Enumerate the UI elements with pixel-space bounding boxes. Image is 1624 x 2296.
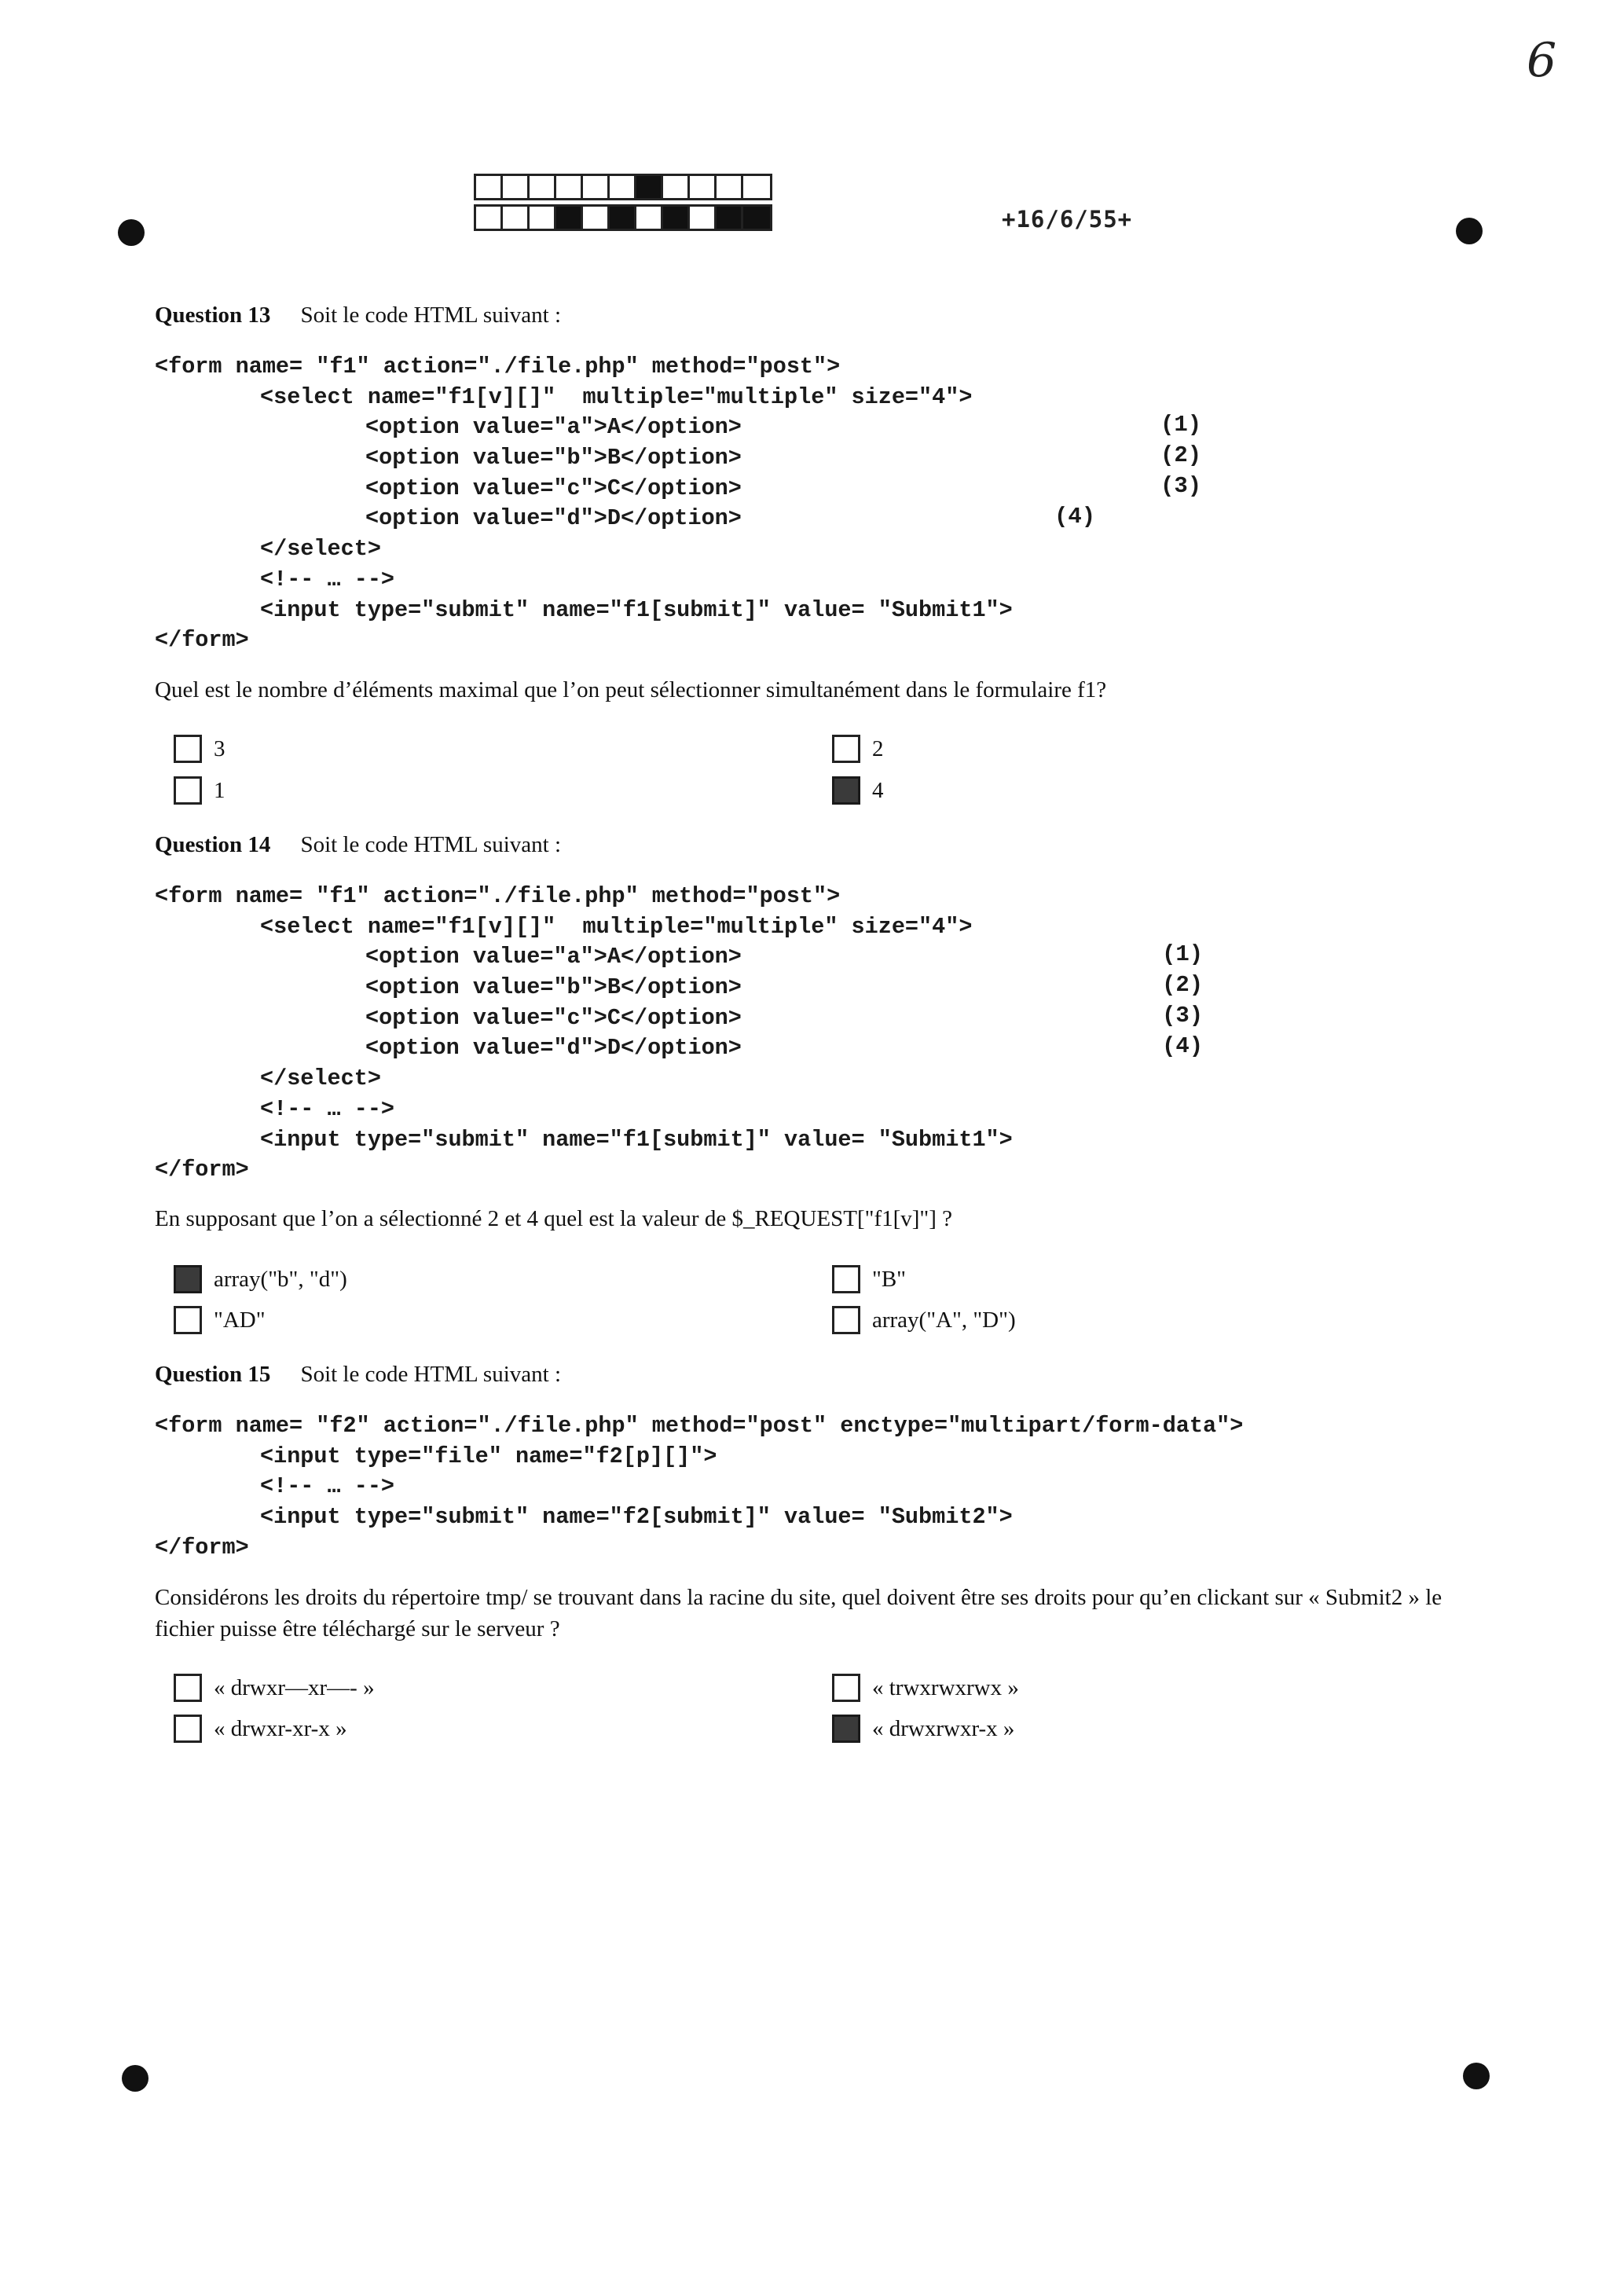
answer-checkbox[interactable]: [832, 1306, 860, 1334]
sheet-code-id: +16/6/55+: [1002, 206, 1133, 233]
code-line: <select name="f1[v][]" multiple="multiple" size="4">: [260, 383, 973, 410]
code-line: <option value="b">B</option>: [365, 974, 742, 1001]
option-marker: (4): [1162, 1033, 1204, 1059]
question-14-header: [155, 832, 561, 858]
option-marker: (2): [1162, 972, 1204, 998]
answer-label: « drwxrwxr-x »: [872, 1715, 1015, 1741]
question-15-intro: Soit le code HTML suivant :: [300, 1362, 562, 1387]
code-line: <input type="file" name="f2[p][]">: [260, 1443, 717, 1469]
code-line: <form name= "f2" action="./file.php" method="post" enctype="multipart/form-data">: [155, 1413, 1244, 1439]
option-marker: (3): [1162, 1003, 1204, 1029]
barcode-cell: [503, 176, 530, 198]
code-line: </select>: [260, 1065, 381, 1092]
barcode-cell: [530, 176, 556, 198]
code-line: </select>: [260, 536, 381, 563]
answer-choice[interactable]: [174, 1265, 347, 1293]
answer-label: "B": [872, 1266, 907, 1292]
barcode-cell: [556, 176, 583, 198]
option-marker: (3): [1160, 473, 1202, 499]
code-line: <input type="submit" name="f2[submit]" value= "Submit2">: [260, 1504, 1013, 1531]
answer-label: 4: [872, 777, 884, 803]
barcode-cell: [663, 207, 690, 229]
answer-choice[interactable]: [832, 1306, 1016, 1334]
answer-choice[interactable]: [832, 1674, 1019, 1702]
barcode-cell: [717, 207, 743, 229]
barcode-cell: [663, 176, 690, 198]
answer-checkbox[interactable]: [832, 1265, 860, 1293]
code-line: <!-- … -->: [260, 566, 395, 592]
barcode-cell: [743, 207, 770, 229]
answer-choice[interactable]: [832, 1265, 906, 1293]
code-line: <input type="submit" name="f1[submit]" value= "Submit1">: [260, 596, 1013, 623]
code-line: <option value="a">A</option>: [365, 414, 742, 441]
answer-choice[interactable]: [174, 1306, 266, 1334]
barcode-row-bottom: [474, 204, 772, 231]
code-line: <form name= "f1" action="./file.php" method="post">: [155, 354, 841, 380]
answer-choice[interactable]: [174, 735, 225, 763]
barcode-cell: [610, 176, 636, 198]
code-line: <form name= "f1" action="./file.php" method="post">: [155, 883, 841, 909]
answer-label: "AD": [214, 1307, 266, 1333]
answer-label: « drwxr—xr—- »: [214, 1674, 375, 1700]
option-marker: (1): [1162, 941, 1204, 967]
question-15-header: [155, 1362, 561, 1388]
question-13-label: Question 13: [155, 303, 271, 328]
answer-label: array("A", "D"): [872, 1307, 1016, 1333]
answer-checkbox[interactable]: [832, 1674, 860, 1702]
code-line: <!-- … -->: [260, 1095, 395, 1122]
question-14-label: Question 14: [155, 832, 271, 857]
answer-checkbox[interactable]: [174, 1715, 202, 1743]
answer-choice[interactable]: [832, 776, 884, 805]
answer-checkbox[interactable]: [174, 1674, 202, 1702]
barcode-cell: [717, 176, 743, 198]
question-13-prompt: Quel est le nombre d’éléments maximal que l’on peut sélectionner simultanément dans le formulaire f1?: [155, 677, 1107, 702]
code-line: <option value="c">C</option>: [365, 1004, 742, 1031]
code-line: <input type="submit" name="f1[submit]" value= "Submit1">: [260, 1126, 1013, 1153]
registration-dot-top-left: [118, 219, 145, 246]
registration-dot-bottom-left: [122, 2065, 148, 2092]
handwritten-page-number: 6: [1527, 33, 1557, 88]
barcode-row-top: [474, 174, 772, 200]
barcode-cell: [690, 176, 717, 198]
barcode-cell: [476, 176, 503, 198]
answer-label: « drwxr-xr-x »: [214, 1715, 347, 1741]
code-line: <option value="c">C</option>: [365, 475, 742, 501]
question-15-label: Question 15: [155, 1362, 271, 1387]
answer-label: « trwxrwxrwx »: [872, 1674, 1019, 1700]
barcode-cell: [743, 176, 770, 198]
registration-dot-bottom-right: [1463, 2063, 1490, 2089]
code-line: </form>: [155, 1157, 249, 1183]
option-marker: (2): [1160, 442, 1202, 468]
answer-choice[interactable]: [174, 776, 225, 805]
code-line: <option value="d">D</option>: [365, 1035, 742, 1062]
code-line: <option value="b">B</option>: [365, 445, 742, 471]
code-line: <option value="d">D</option>: [365, 505, 742, 532]
question-14-code-block: [155, 882, 1013, 1186]
barcode-cell: [583, 207, 610, 229]
barcode-cell: [556, 207, 583, 229]
barcode-cell: [610, 207, 636, 229]
option-marker: (1): [1160, 412, 1202, 438]
barcode-cell: [690, 207, 717, 229]
answer-checkbox[interactable]: [174, 735, 202, 763]
answer-checkbox[interactable]: [174, 1265, 202, 1293]
question-14-intro: Soit le code HTML suivant :: [300, 832, 562, 857]
code-line: <select name="f1[v][]" multiple="multiple" size="4">: [260, 913, 973, 940]
barcode-cell: [636, 207, 663, 229]
answer-checkbox[interactable]: [174, 776, 202, 805]
answer-checkbox[interactable]: [832, 776, 860, 805]
answer-label: 3: [214, 735, 225, 761]
answer-choice[interactable]: [832, 1715, 1014, 1743]
barcode-cell: [476, 207, 503, 229]
code-line: </form>: [155, 627, 249, 654]
question-13-header: [155, 303, 561, 328]
barcode-cell: [503, 207, 530, 229]
barcode-cell: [530, 207, 556, 229]
code-line: <!-- … -->: [260, 1473, 395, 1500]
barcode-cell: [636, 176, 663, 198]
barcode-cell: [583, 176, 610, 198]
answer-choice[interactable]: [174, 1674, 375, 1702]
answer-label: 2: [872, 735, 884, 761]
option-marker: (4): [1054, 504, 1096, 530]
answer-checkbox[interactable]: [832, 1715, 860, 1743]
answer-checkbox[interactable]: [174, 1306, 202, 1334]
code-line: </form>: [155, 1534, 249, 1561]
question-13-intro: Soit le code HTML suivant :: [300, 303, 562, 328]
answer-label: 1: [214, 777, 225, 803]
answer-label: array("b", "d"): [214, 1266, 347, 1292]
question-13-code-block: [155, 352, 1013, 656]
registration-dot-top-right: [1456, 218, 1483, 244]
answer-checkbox[interactable]: [832, 735, 860, 763]
question-14-prompt: En supposant que l’on a sélectionné 2 et 4 quel est la valeur de $_REQUEST["f1[v]"] ?: [155, 1206, 953, 1231]
code-line: <option value="a">A</option>: [365, 944, 742, 970]
question-15-prompt: Considérons les droits du répertoire tmp/ se trouvant dans la racine du site, quel doivent être ses droits pour qu’en clickant sur « Submit2 » le fichier puisse être téléchargé sur le serveur ?: [155, 1585, 1443, 1641]
question-15-code-block: [155, 1411, 1243, 1563]
answer-choice[interactable]: [832, 735, 884, 763]
answer-choice[interactable]: [174, 1715, 347, 1743]
